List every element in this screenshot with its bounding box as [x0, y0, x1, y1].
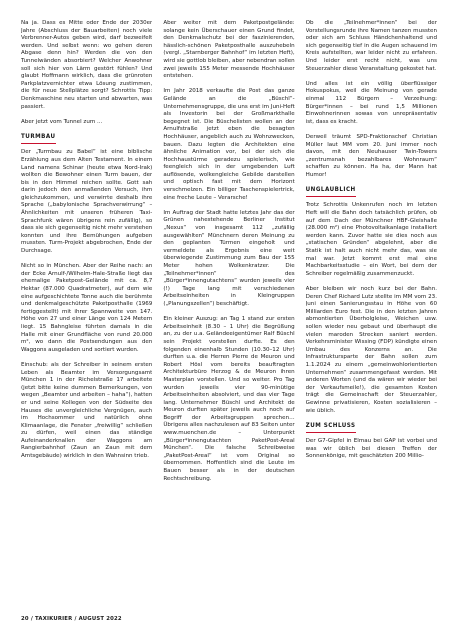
- paragraph: Trotz Schrottis Unkenrufen noch im letzten Heft will die Bahn doch tatsächlich prüfen, ob auf dem Dach der Münchner HBF-Gleishalle (28.000 m²) eine Photovoltaikanlage installiert werden kann. Zuvor hatte sie dies noch aus „statischen Gründen“ abgelehnt, aber die Statik ist halt auch nicht mehr das, was sie mal war. Jetzt kommt erst mal eine Machbarkeitsstudie – ein Wort, bei dem der Schreiber regelmäßig zusammenzuckt.: [305, 202, 437, 277]
- column-3: [306, 20, 437, 615]
- paragraph: Im Jahr 2018 verkaufte die Post das ganze Gelände an die „Büschl“-Unternehmensgruppe, die uns erst im Juni-Heft als Investorin bei der Großmarkthalle begegnet ist. Die Büschelisten wollen an der Arnulfstraße jetzt eben die besagten Hochhäuser, angeblich auch zu Wohnzwecken, bauen. Dazu legten die Architekten eine ähnliche Animation vor, bei der sich die Hochhaustürme geradezu spielerisch, wie feengleich sich in der umgebenden Luft auflösende, wolkengleiche Gebilde darstellen und optisch fast mit dem Horizont verschmelzen. Ein billiger Taschenspielertrick, eine freche Leute – Verarsche!: [163, 88, 295, 201]
- section-heading-turmbau: TURMBAU: [21, 133, 56, 144]
- paragraph: Aber bleiben wir noch kurz bei der Bahn. Deren Chef Richard Lutz stellte im MM vom 23. Juni einen Sanierungsstau in Höhe von 60 Milliarden Euro fest. Die in den letzten Jahren abmontierten Überholgleise, Weichen usw. sollen wieder neu gebaut und überhaupt die vielen maroden Strecken saniert werden. Verkehrsminister Wissing (FDP) kündigte einen Umbau des Konzerns an. Die Infrastruktursparte der Bahn sollen zum 1.1.2024 zu einem „gemeinwohlorientierten Unternehmen“ zusammengefasst werden. Mit anderen Worten (und da wären wir wieder bei der Verkaufsmeile!), die gesamten Kosten trägt die Gemeinschaft der Steuerzahler, Gewinne privatisieren, Kosten sozialisieren – wie üblich.: [305, 286, 437, 414]
- paragraph: Aber jetzt vom Tunnel zum ...: [21, 118, 103, 125]
- page-footer: 20 / TAXIKURIER / AUGUST 2022: [21, 616, 122, 622]
- section-heading-unglaublich: UNGLAUBLICH: [306, 186, 356, 197]
- paragraph: Im Auftrag der Stadt hatte letztes Jahr das der Grünen nahestehende Berliner Institut „Nexus“ von insgesamt 112 „zufällig ausgewählten“ Münchnern deren Meinung zu den geplanten Türmen eingeholt und vermeldete als Ergebnis eine weit überwiegende Zustimmung zum Bau der 155 Meter hohen Wolkenkratzer. Die „Teilnehmer*innen“ des „Bürger*innengutachtens“ wurden jeweils vier (!) Tage lang mit verschiedenen Arbeitseinheiten in Kleingruppen („Planungszellen“) beschäftigt.: [163, 209, 295, 307]
- paragraph: Derweil träumt SPD-Fraktionschef Christian Müller laut MM vom 20. Juni immer noch davon, mit den Neuhauser Twin-Towers „zentrumsnah bezahlbares Wohnraum“ schaffen zu können. Ha ha, der Mann hat Humor!: [305, 133, 437, 178]
- paragraph: Nicht so in München. Aber der Reihe nach: an der Ecke Arnulf-/Wilhelm-Hale-Straße liegt das ehemalige Paketpost-Gelände mit ca. 8,7 Hektar (87.000 Quadratmeter), auf dem wie eine aufgeschichtete Tonne auch die berühmte und denkmalgeschützte Paketposthalle (1969 fertiggestellt) mit ihrer Spannweite von 147. Höhe von 27 und einer Länge von 124 Metern liegt. 15 Bahngleise führten damals in die Halle mit einer Grundfläche von rund 20.000 m², wo dann die Postsendungen aus den Waggons ausgeladen und sortiert wurden.: [21, 263, 153, 353]
- paragraph: Ein kleiner Auszug: an Tag 1 stand zur ersten Arbeitseinheit (8.30 – 1 Uhr) die Begrüßung an, zu der u.a. Geländeeigentümer Ralf Büschl sein Projekt vorstellen durfte. Es den folgenden einenhalb Stunden (10.30–12 Uhr) durften u.a. die Herren Pierre de Meuron und Robert Hösl vom bereits beauftragten Architekturbüro Herzog & de Meuron ihren Masterplan vorstellen. Und so weiter. Pro Tag wurden jeweils vier 90-minütige Arbeitseinheiten absolviert, und das vier Tage lang. Unternehmer Büschl und Architekt de Meuron durften später jeweils auch noch auf Begriff der Arbeitsgruppen sprechen… Übrigens alles nachzulesen auf 83 Seiten unter www.muenchen.de – Unterpunkt „Bürger*innengutachten PaketPost-Areal München“. Die falsche Schreibweise „PaketPost-Areal“ ist vom Original so übernommen. Hoffentlich sind die Leute im Bauen besser als in der deutschen Rechtschreibung.: [163, 316, 295, 482]
- column-2: [163, 20, 294, 615]
- paragraph: Na ja. Dass es Mitte oder Ende der 2030er Jahre (Abschluss der Bauarbeiten) noch viele Verbrenner-Autos geben wird, darf bezweifelt werden. Und selbst wenn: wo gehen deren Abgase denn hin? Werden die von den Tunnelwänden absorbiert? Welcher Anwohner soll sich hier von Lärm gestört fühlen? Und glaubt Hoffmann wirklich, dass die grünroten Parkplatzvernichter etwa Lösung zustimmen, die für neue Stellplätze sorgt? Schrottis Tipp: Denkmaschine neu starten und abwarten, was passiert.: [21, 20, 153, 110]
- paragraph: Der „Turmbau zu Babel“ ist eine biblische Erzählung aus dem Alten Testament. In einem Land namens Schinar (heute etwa Nord-Irak) wollten die Bewohner einen Turm bauen, der bis in den Himmel reichen sollte. Gott sah darin jedoch den anmaßenden Versuch, ihm gleichzukommen, und verwirrte deshalb ihre Sprache („babylonische Sprachverwirrung“ – Ähnlichkeiten mit unseren früheren Taxi-Sprachfunk wären übrigens rein zufällig), so dass sie sich gegenseitig nicht mehr verstehen konnten und ihre Bemühungen aufgeben mussten. Turm-Projekt abgebrochen, Ende der Durchsage.: [21, 149, 153, 255]
- column-1: [21, 20, 152, 615]
- paragraph: Aber weiter mit dem Paketpostgelände: solange kein Überschauer einen Grund findet, den Denkmalschutz bei der faszinierenden, hässlich-schönen Paketposthalle auszuhebeln (vergl. „Starnberger Bahnhof“ im letzten Heft), wird sie gottlob bleiben, aber nebendran sollen zwei jeweils 155 Meter messende Hochhäuser entstehen.: [163, 20, 295, 80]
- article-columns: [21, 20, 437, 615]
- section-heading-zum-schluss: ZUM SCHLUSS: [306, 422, 356, 433]
- paragraph: Der G7-Gipfel in Elmau bei GAP ist vorbei und was wir üblich bei diesen Treffen der Sonnenkönige, mit geschätzten 200 Millio-: [305, 438, 437, 460]
- paragraph: Und alles ist ein völlig überflüssiger Hokuspokus, weil die Meinung von gerade einmal 112 Bürgern – Verzeihung: Bürger*innen – bei rund 1,5 Millionen Einwohnerinnen sowas von unrepräsentativ ist, dass es kracht.: [305, 80, 437, 125]
- paragraph: Einschub: als der Schreiber in seinem ersten Leben als Beamter im Versorgungsamt München 1 in der Richelstraße 17 arbeitete (jetzt bitte keine dummen Bemerkungen, von wegen „Beamter und arbeiten – haha“), hatten er und seine Kollegen von der Südseite des Hauses die unvergleichliche Vergnügen, auch im Hochsommer und natürlich ohne Klimaanlage, die Fenster „freiwillig“ schließen zu dürfen, weil einen das ständige Aufeinanderknallen der Waggons am Rangierbahnhof (Zaun an Zaun mit dem Amtsgebäude) wirklich in den Wahnsinn trieb.: [21, 361, 153, 460]
- paragraph: Ob die „Teilnehmer*innen“ bei der Vorstellungsrunde ihre Namen tanzen mussten oder sich am Schluss Händchenhaltend und sich gegenseitig tief in die Augen schauend im Kreis aufstellten, war leider nicht zu erfahren. Und leider erst recht nicht, was uns Steuerzahler diese Veranstaltung gekostet hat.: [305, 20, 437, 72]
